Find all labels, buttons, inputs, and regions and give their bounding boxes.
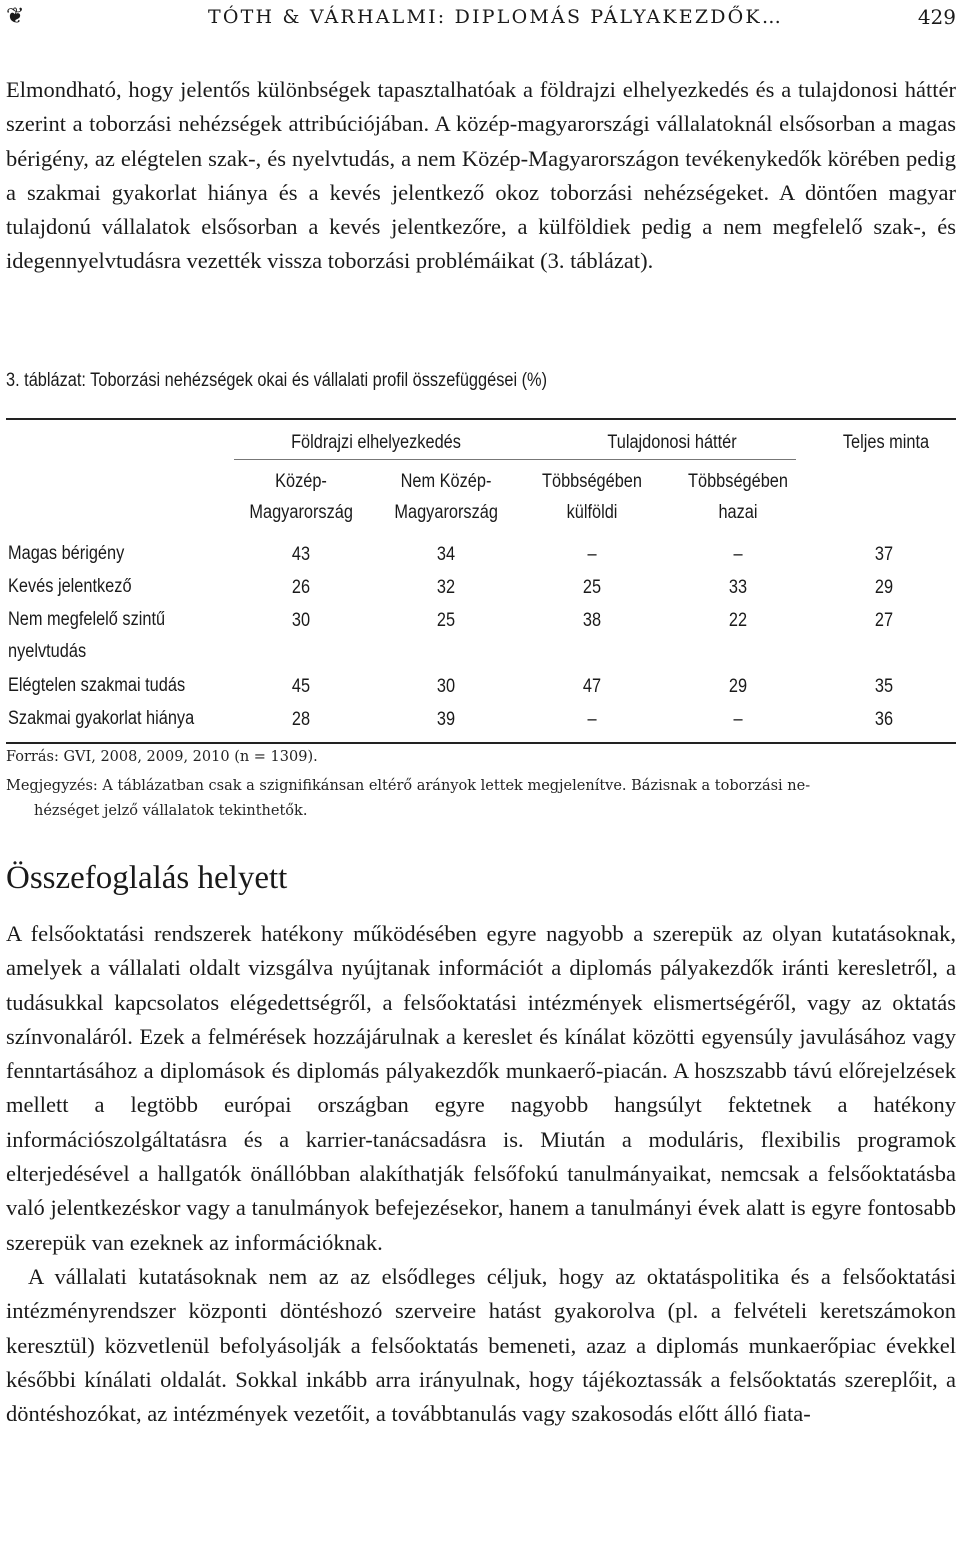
cell: 30 xyxy=(291,610,311,631)
table-note: Megjegyzés: A táblázatban csak a szignifikánsan eltérő arányok lettek megjelenítve. Bázisnak a toborzási ne- xyxy=(6,778,811,794)
subheader-central: Közép- Magyarország xyxy=(249,471,353,523)
cell: – xyxy=(587,709,597,730)
running-title: TÓTH & VÁRHALMI: DIPLOMÁS PÁLYAKEZDŐK… xyxy=(208,6,784,28)
cell: 34 xyxy=(436,544,456,565)
row-label: Nem megfelelő szintű xyxy=(8,609,166,630)
data-table xyxy=(6,418,956,744)
cell: 47 xyxy=(582,676,602,697)
fleuron-icon: ❦ xyxy=(6,4,25,29)
table-source: Forrás: GVI, 2008, 2009, 2010 (n = 1309). xyxy=(6,749,318,765)
group-header-total: Teljes minta xyxy=(842,432,930,453)
cell: 43 xyxy=(291,544,311,565)
row-label: Szakmai gyakorlat hiánya xyxy=(8,708,195,729)
cell: – xyxy=(587,544,597,565)
cell: 38 xyxy=(582,610,602,631)
cell: 33 xyxy=(728,577,748,598)
intro-paragraph: Elmondható, hogy jelentős különbségek tapasztalhatóak a földrajzi elhelyezkedés és a tulajdonosi háttér szerint a toborzási nehézségek attribúciójában. A közép-magyarországi vállalatoknál elsősorban a magas bérigény, az elégtelen szak-, és nyelvtudás, a nem Közép-Magyarországon tevékenykedők körében pedig a szakmai gyakorlat hiánya és a kevés jelentkező okoz toborzási nehézségeket. A döntően magyar tulajdonú vállalatok elsősorban a kevés jelentkezőre, a külföldiek pedig a nem megfelelő szak-, és idegennyelvtudásra vezették vissza toborzási problémáikat (3. táblázat). xyxy=(6,77,956,274)
subheader-domestic: Többségében hazai xyxy=(688,471,788,523)
cell: 45 xyxy=(291,676,311,697)
cell: 39 xyxy=(436,709,456,730)
subheader-non-central: Nem Közép- Magyarország xyxy=(394,471,498,523)
group-header-rule xyxy=(234,459,796,460)
row-label: Elégtelen szakmai tudás xyxy=(8,675,186,696)
cell: 36 xyxy=(874,709,894,730)
table-caption: 3. táblázat: Toborzási nehézségek okai és vállalati profil összefüggései (%) xyxy=(6,370,548,391)
page-number: 429 xyxy=(917,5,956,29)
cell: 22 xyxy=(728,610,748,631)
section-heading: Összefoglalás helyett xyxy=(6,860,288,896)
cell: 29 xyxy=(728,676,748,697)
running-header xyxy=(6,0,956,32)
subheader-foreign: Többségében külföldi xyxy=(542,471,642,523)
cell: – xyxy=(733,544,743,565)
cell: 27 xyxy=(874,610,894,631)
cell: 28 xyxy=(291,709,311,730)
cell: 25 xyxy=(436,610,456,631)
section-paragraph-1: A felsőoktatási rendszerek hatékony működésében egyre nagyobb a szerepük az olyan kutatásoknak, amelyek a vállalati oldalt vizsgálva nyújtanak információt a diplomás pályakezdők iránti keresletről, a tudásukkal kapcsolatos elégedettségről, a felsőoktatási intézmények elismertségéről, vagy az oktatás színvonaláról. Ezek a felmérések hozzájárulnak a kereslet és kínálat közötti egyensúly javulásához vagy fenntartásához a diplomások és diplomás pályakezdők munkaerő-piacán. A hoszszabb távú előrejelzések mellett a legtöbb európai országban egyre nagyobb hangsúlyt fektetnek a hatékony információszolgáltatásra és a karrier-tanácsadásra is. Miután a moduláris, flexibilis programok elterjedésével a hallgatók önállóbban alakíthatják felsőfokú tanulmányaikat, nemcsak a felsőoktatásba való jelentkezéskor vagy a tanulmányok befejezésekor, hanem a tanulmányi évek alatt is egyre fontosabb szerepük van ezeknek az információknak. xyxy=(6,921,956,1255)
cell: – xyxy=(733,709,743,730)
cell: 30 xyxy=(436,676,456,697)
group-header-location: Földrajzi elhelyezkedés xyxy=(291,432,461,453)
cell: 29 xyxy=(874,577,894,598)
row-label-continued: nyelvtudás xyxy=(8,641,87,662)
group-header-ownership: Tulajdonosi háttér xyxy=(607,432,737,453)
table-note-continued: hézséget jelző vállalatok tekinthetők. xyxy=(34,803,308,819)
cell: 35 xyxy=(874,676,894,697)
row-label: Magas bérigény xyxy=(8,543,125,564)
row-label: Kevés jelentkező xyxy=(8,576,132,597)
cell: 32 xyxy=(436,577,456,598)
cell: 26 xyxy=(291,577,311,598)
cell: 25 xyxy=(582,577,602,598)
section-paragraph-2: A vállalati kutatásoknak nem az az elsődleges céljuk, hogy az oktatáspolitika és a felsőoktatási intézményrendszer központi döntéshozó szerveire hatást gyakorolva (pl. a felvételi keretszámokon keresztül) közvetlenül befolyásolják a felsőoktatás bemeneti, azaz a diplomás munkaerőpiac évekkel későbbi kínálati oldalát. Sokkal inkább arra irányulnak, hogy tájékoztassák a felsőoktatás szereplőit, a döntéshozókat, az intézmények vezetőit, a továbbtanulás vagy szakosodás előtt álló fiata- xyxy=(6,1264,956,1427)
cell: 37 xyxy=(874,544,894,565)
